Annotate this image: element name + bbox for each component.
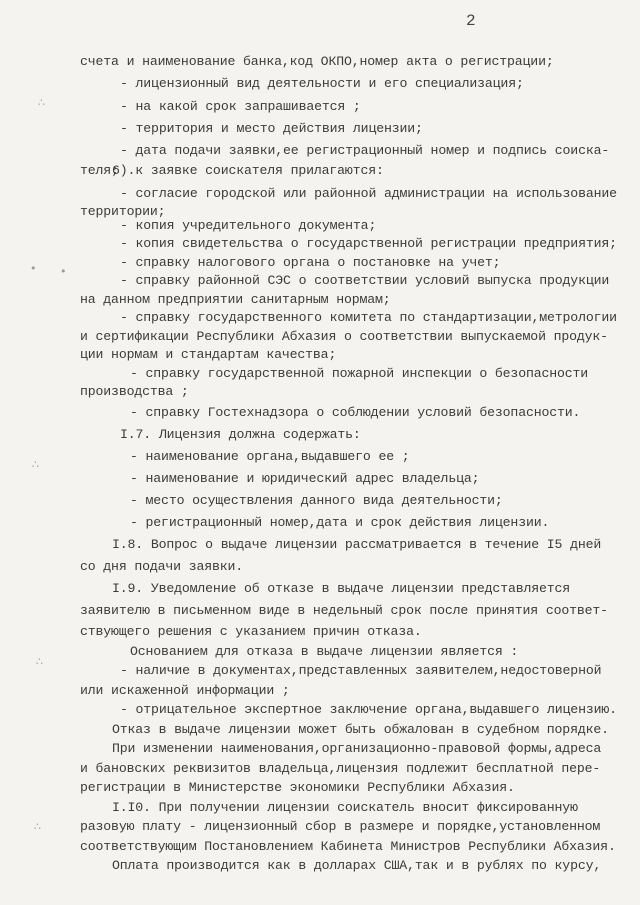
text-line: - на какой срок запрашивается ; bbox=[120, 99, 361, 114]
text-line: - согласие городской или районной администрации на использование bbox=[120, 186, 617, 201]
text-line: - наличие в документах,представленных заявителем,недостоверной bbox=[120, 663, 602, 678]
page-number: 2 bbox=[466, 12, 476, 30]
margin-mark: ∴ bbox=[36, 655, 43, 668]
text-line: или искаженной информации ; bbox=[80, 683, 290, 698]
text-line: заявителю в письменном виде в недельный срок после принятия соответ- bbox=[80, 603, 608, 618]
text-line: регистрации в Министерстве экономики Республики Абхазия. bbox=[80, 780, 515, 795]
margin-mark: ∴ bbox=[32, 458, 39, 471]
text-line: ции нормам и стандартам качества; bbox=[80, 347, 337, 362]
text-line: I.9. Уведомление об отказе в выдаче лицензии представляется bbox=[112, 581, 571, 596]
text-line: теля; bbox=[80, 163, 119, 178]
text-line: производства ; bbox=[80, 384, 189, 399]
text-line: ствующего решения с указанием причин отказа. bbox=[80, 624, 422, 639]
text-line: - копия учредительного документа; bbox=[120, 218, 377, 233]
margin-mark: ∴ bbox=[38, 96, 45, 109]
text-line: - дата подачи заявки,ее регистрационный номер и подпись соиска- bbox=[120, 143, 610, 158]
text-line: I.7. Лицензия должна содержать: bbox=[120, 427, 361, 442]
text-line: - территория и место действия лицензии; bbox=[120, 121, 423, 136]
text-line: - справку налогового органа о постановке на учет; bbox=[120, 255, 501, 270]
text-line: - наименование и юридический адрес владельца; bbox=[130, 471, 480, 486]
text-line: - лицензионный вид деятельности и его специализация; bbox=[120, 76, 524, 91]
text-line: - справку районной СЭС о соответствии условий выпуска продукции bbox=[120, 273, 610, 288]
margin-mark: • bbox=[30, 262, 37, 275]
text-line: счета и наименование банка,код ОКПО,номер акта о регистрации; bbox=[80, 54, 554, 69]
text-line: Основанием для отказа в выдаче лицензии является : bbox=[130, 644, 519, 659]
text-line: - копия свидетельства о государственной регистрации предприятия; bbox=[120, 236, 617, 251]
text-line: территории; bbox=[80, 204, 166, 219]
text-line: - справку государственной пожарной инспекции о безопасности bbox=[130, 366, 589, 381]
margin-mark: ∴ bbox=[34, 820, 41, 833]
text-line: со дня подачи заявки. bbox=[80, 559, 244, 574]
text-line: I.8. Вопрос о выдаче лицензии рассматривается в течение I5 дней bbox=[112, 537, 602, 552]
text-line: и сертификации Республики Абхазия о соответствии выпускаемой продук- bbox=[80, 329, 608, 344]
text-line: соответствующим Постановлением Кабинета Министров Республики Абхазия. bbox=[80, 839, 616, 854]
text-line: 6).к заявке соискателя прилагаются: bbox=[112, 163, 384, 178]
text-line: - место осуществления данного вида деятельности; bbox=[130, 493, 503, 508]
text-line: - наименование органа,выдавшего ее ; bbox=[130, 449, 410, 464]
text-line: - справку Гостехнадзора о соблюдении условий безопасности. bbox=[130, 405, 581, 420]
text-line: Отказ в выдаче лицензии может быть обжалован в судебном порядке. bbox=[112, 722, 609, 737]
text-line: - отрицательное экспертное заключение органа,выдавшего лицензию. bbox=[120, 702, 617, 717]
text-line: на данном предприятии санитарным нормам; bbox=[80, 292, 391, 307]
text-line: Оплата производится как в долларах США,так и в рублях по курсу, bbox=[112, 858, 602, 873]
text-line: разовую плату - лицензионный сбор в размере и порядке,установленном bbox=[80, 819, 601, 834]
text-line: I.I0. При получении лицензии соискатель вносит фиксированную bbox=[112, 800, 578, 815]
text-line: и бановских реквизитов владельца,лицензия подлежит бесплатной пере- bbox=[80, 761, 601, 776]
text-line: - справку государственного комитета по стандартизации,метрологии bbox=[120, 310, 617, 325]
text-line: При изменении наименования,организационно-правовой формы,адреса bbox=[112, 741, 602, 756]
margin-mark: • bbox=[60, 265, 67, 278]
text-line: - регистрационный номер,дата и срок действия лицензии. bbox=[130, 515, 550, 530]
